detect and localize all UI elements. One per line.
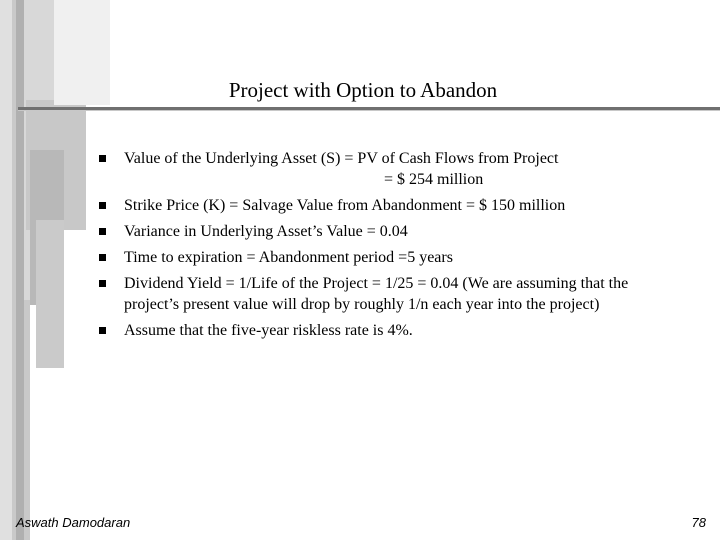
decorative-bar-6 (36, 220, 64, 368)
page-number: 78 (691, 515, 706, 530)
bullet-text-line: Variance in Underlying Asset’s Value = 0.04 (124, 223, 408, 240)
bullet-text-line: Strike Price (K) = Salvage Value from Abandonment = $ 150 million (124, 197, 566, 214)
bullet-item (98, 195, 708, 216)
bullet-square-icon (99, 228, 106, 235)
slide-title: Project with Option to Abandon (228, 78, 498, 102)
bullet-square-icon (99, 155, 106, 162)
bullet-item (98, 247, 708, 268)
bullet-list (98, 148, 708, 346)
bullet-text-line: project’s present value will drop by roughly 1/n each year into the project) (124, 296, 600, 313)
bullet-square-icon (99, 202, 106, 209)
bullet-square-icon (99, 254, 106, 261)
bullet-text-line: = $ 254 million (384, 171, 484, 188)
bullet-item (98, 221, 708, 242)
bullet-text-line: Dividend Yield = 1/Life of the Project = 1/25 = 0.04 (We are assuming that the (124, 275, 629, 292)
bullet-text-line: Time to expiration = Abandonment period =5 years (124, 249, 453, 266)
footer-author: Aswath Damodaran (16, 515, 131, 530)
bullet-item (98, 148, 708, 190)
bullet-square-icon (99, 280, 106, 287)
bullet-text-line: Assume that the five-year riskless rate is 4%. (124, 322, 413, 339)
title-underline (18, 107, 720, 111)
bullet-item (98, 273, 708, 315)
bullet-item (98, 320, 708, 341)
bullet-text-line: Value of the Underlying Asset (S) = PV of Cash Flows from Project (124, 150, 559, 167)
bullet-square-icon (99, 327, 106, 334)
